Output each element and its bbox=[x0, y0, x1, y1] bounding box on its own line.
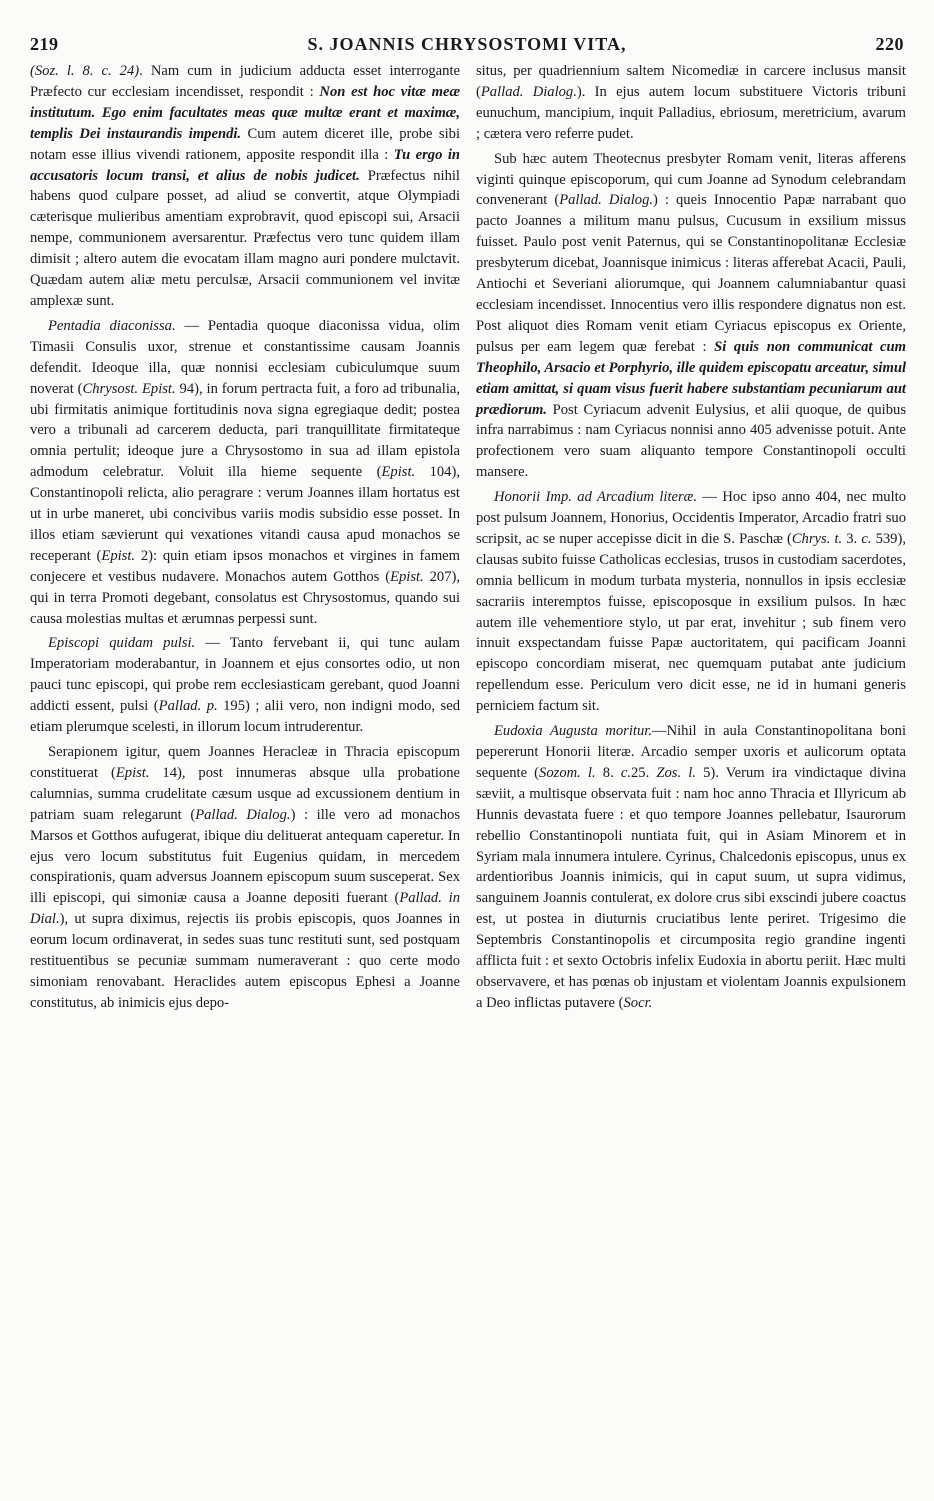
quotation: Non est hoc vitæ meæ institutum. Ego enim facultates meas quæ multæ erant et maximæ, templis Dei instaurandis impendi. bbox=[30, 83, 460, 142]
italic-reference: c. bbox=[861, 530, 872, 547]
paragraph bbox=[30, 316, 460, 630]
italic-reference: Pallad. p. bbox=[158, 698, 218, 715]
text-run: Serapionem igitur, quem Joannes Heracleæ in Thracia episcopum constituerat ( bbox=[30, 744, 460, 781]
italic-reference: Pallad. Dialog. bbox=[195, 806, 291, 823]
quotation: Tu ergo in accusatoris locum transi, et alius de nobis judicet. bbox=[30, 146, 460, 184]
page-number-left: 219 bbox=[30, 34, 59, 54]
paragraph bbox=[476, 149, 906, 484]
italic-reference: Epist. bbox=[101, 547, 136, 564]
text-run: ) : ille vero ad monachos Marsos et Gotthos aufugerat, ibique diu delituerat antequam caperetur. In ejus vero locum substitutus fuit Eugenius quidam, in mercedem conspirationis, quam adversus Joannem episcopum suum susceperat. Sex illi episcopi, qui simoniæ causa a Joanne depositi fuerant ( bbox=[30, 806, 460, 907]
text-run: Cum autem diceret ille, probe sibi notam esse illius vivendi rationem, apposite respondit illa : bbox=[30, 125, 460, 163]
text-run: 8. bbox=[595, 764, 621, 781]
italic-reference: Pallad. in Dial. bbox=[30, 890, 460, 928]
text-run: 195) ; alii vero, non indigni modo, sed etiam plerumque scelesti, in illorum locum intruderentur. bbox=[30, 698, 460, 736]
italic-reference: Chrys. t. bbox=[791, 530, 843, 547]
text-run: 2): quin etiam ipsos monachos et virgines in famem conjecere et vestibus nudavere. Monachos autem Gotthos ( bbox=[30, 547, 460, 585]
text-run: ). In ejus autem locum substituere Victoris tribuni eunuchum, mancipium, inquit Palladius, ebriosum, meretricium, avarum ; cætera vero referre pudet. bbox=[476, 83, 906, 142]
text-run: Præfectus nihil habens quod culpare posset, ad aliud se convertit, atque Olympiadi cæterisque mulieribus amentiam exprobravit, quod episcopi sui, Arsacii nempe, communionem aversarentur. Præfectus vero tunc quidem illam dimisit ; altero autem die evocatam illam magno auri pondere mulctavit. Quædam autem aliæ metu perculsæ, Arsacii communionem vel invitæ amplexæ sunt. bbox=[30, 167, 460, 309]
italic-reference: Socr. bbox=[623, 994, 653, 1011]
italic-reference: Chrysost. Epist. bbox=[82, 380, 176, 397]
text-run: Sub hæc autem Theotecnus presbyter Romam venit, literas afferens viginti quinque episcoporum, qui cum Joanne ad Synodum celebrandam convenerant ( bbox=[476, 150, 906, 209]
right-text-column bbox=[476, 61, 906, 1014]
page-number-right: 220 bbox=[875, 34, 904, 54]
text-run: situs, per quadriennium saltem Nicomediæ in carcere inclusus mansit ( bbox=[476, 63, 906, 100]
text-run: 207), qui in terra Promoti degebant, consolatus est Chrysostomus, quando sui causa molestias multas et ærumnas perpessi sunt. bbox=[30, 568, 460, 627]
italic-reference: (Soz. l. 8. c. 24) bbox=[30, 63, 140, 79]
paragraph bbox=[30, 742, 460, 1014]
text-run: 5). Verum ira vindictaque divina sæviit, a multisque observata fuit : nam hoc anno Thracia et Illyricum ab Hunnis devastata fuere : et quo tempore Joannes pellebatur, Isaurorum rebellio Constantinopoli nuntiata fuit, qui in Asiam Minorem et in Syriam mala innumera intulere. Cyrinus, Chalcedonis episcopus, unus ex ardentioribus Joannis inimicis, qui in caput suum, ut supra vidimus, sanguinem Joannis contulerat, ex dolore crus sibi exscindi jubere coactus est, ut postea in diuturnis cruciatibus lente periret. Trigesimo die Septembris Constantinopolis et circumposita regio grandine ingenti afflicta fuit : et sexto Octobris infelix Eudoxia in abortu periit. Hæc multi observavere, et has pœnas ob injustam et violentam Joannis expulsionem a Deo inflictas putavere ( bbox=[476, 764, 907, 1011]
text-run: 94), in forum pertracta fuit, a foro ad tribunalia, ubi firmitatis animique fortitudinis nova signa egregiaque dedit; postea vero a tribunali ad carcerem deducta, pari tranquillitate firmitateque omnia pertulit; ideoque jure a Chrysostomo in sua ad illam epistola admodum celebratur. Voluit illa hieme sequente ( bbox=[30, 380, 460, 481]
text-run: — Pentadia quoque diaconissa vidua, olim Timasii Consulis uxor, strenue et constantissime causam Joannis defendit. Ideoque illa, quæ nonnisi ecclesiam cubiculumque suum noverat ( bbox=[30, 317, 460, 397]
italic-reference: Epist. bbox=[390, 568, 424, 585]
italic-reference: Epist. bbox=[381, 464, 416, 481]
italic-reference: c. bbox=[620, 764, 631, 781]
paragraph bbox=[476, 721, 906, 1014]
text-run: ) : queis Innocentio Papæ narrabant quo pacto Joannes a militum manu pulsus, Cucusum in exsilium missus fuisset. Paulo post venit Paternus, qui se Constantinopolitanæ Ecclesiæ presbyterum dicebat, Joannisque inimicus : literas afferebat Acacii, Pauli, Antiochi et Severiani aliorumque, qui Joannem calumniabantur quasi ecclesiam incendisset. Innocentius vero illis respondere dignatus non est. Post aliquot dies Romam venit etiam Cyriacus episcopus ex Oriente, pulsus per eam legem quæ ferebat : bbox=[476, 192, 906, 355]
text-run: ), ut supra diximus, rejectis iis probis episcopis, quos Joannes in eorum locum ordinaverat, in sedes suas tunc restituti sunt, sed postquam restituentibus se pecuniæ summam numeraverant : quo certe modo simoniam renovabant. Heraclides autem episcopus Ephesi a Joanne constitutus, ab inimicis ejus depo- bbox=[30, 911, 460, 1011]
italic-reference: Zos. l. bbox=[656, 764, 696, 781]
paragraph bbox=[476, 61, 906, 145]
text-run: — Hoc ipso anno 404, nec multo post pulsum Joannem, Honorius, Occidentis Imperator, Arcadio fratri suo scripsit, ac se nuper accepisse dicit in die S. Paschæ ( bbox=[476, 489, 906, 547]
italic-reference: Episcopi quidam pulsi. bbox=[48, 635, 196, 652]
italic-reference: Epist. bbox=[115, 764, 150, 781]
text-run: Post Cyriacum advenit Eulysius, et alii quoque, de quibus infra narrabimus : nam Cyriacus nonnisi anno 405 advenisse potuit. Ante profectionem vero suam aliquanto tempore Constantinopoli occulti mansere. bbox=[476, 401, 906, 481]
italic-reference: Eudoxia Augusta moritur. bbox=[494, 723, 652, 740]
page-header bbox=[30, 34, 904, 58]
text-run: 539), clausas subito fuisse Catholicas ecclesias, trusos in custodiam sacerdotes, omnia bellicum in modum turbata mysteria, nonnullos in ipsis ecclesiæ sacrariis interemptos fuisse, episcoposque in exsilium pulsos. In hæc autem ille vehementiore stylo, ut par erat, invehitur ; sub finem vero innuit exspectandam fuisse Papæ auctoritatem, qui pacificam Joanni episcopo concordiam miserat, nec quemquam putabat ante judicium repellendum esse. Periculum vero dicit esse, ne id in humani generis perniciem factum sit. bbox=[476, 530, 906, 715]
italic-reference: Pentadia diaconissa. bbox=[48, 317, 176, 334]
text-run: 104), Constantinopoli relicta, alio peragrare : verum Joannes illam hortatus est ut in urbe maneret, ubi concivibus variis modis subsidio esse posset. In illos etiam sævierunt qui vexationes vitandi causa apud monachos se receperant ( bbox=[30, 464, 460, 564]
text-run: . Nam cum in judicium adducta esset interrogante Præfecto cur ecclesiam incendisset, respondit : bbox=[30, 63, 460, 100]
quotation: Si quis non communicat cum Theophilo, Arsacio et Porphyrio, ille quidem episcopatu arceatur, simul etiam amittat, si quam visus fuerit habere substantiam pecuniarum aut prædiorum. bbox=[476, 338, 907, 418]
italic-reference: Sozom. l. bbox=[539, 764, 596, 781]
paragraph bbox=[30, 633, 460, 738]
text-run: — Tanto fervebant ii, qui tunc aulam Imperatoriam moderabantur, in Joannem et ejus consortes odio, ut non pauci tunc episcopi, qui probe rem ecclesiasticam gerebant, quod Joanni addicti essent, pulsi ( bbox=[30, 635, 460, 715]
running-title: S. JOANNIS CHRYSOSTOMI VITA, bbox=[307, 34, 627, 54]
text-run: 3. bbox=[842, 530, 862, 547]
paragraph bbox=[476, 487, 906, 717]
paragraph bbox=[30, 61, 460, 312]
italic-reference: Pallad. Dialog. bbox=[559, 192, 654, 209]
text-run: 14), post innumeras absque ulla probatione calumnias, summa crudelitate cæsum usque ad excussionem dentium in patriam suam relegarunt ( bbox=[30, 764, 460, 823]
text-run: 25. bbox=[631, 764, 657, 781]
italic-reference: Honorii Imp. ad Arcadium literæ. bbox=[494, 489, 698, 506]
left-text-column bbox=[30, 61, 460, 1014]
text-run: —Nihil in aula Constantinopolitana boni pepererunt Honorii literæ. Arcadio semper uxoris et aulicorum optata sequente ( bbox=[476, 723, 906, 781]
italic-reference: Pallad. Dialog. bbox=[480, 83, 577, 100]
